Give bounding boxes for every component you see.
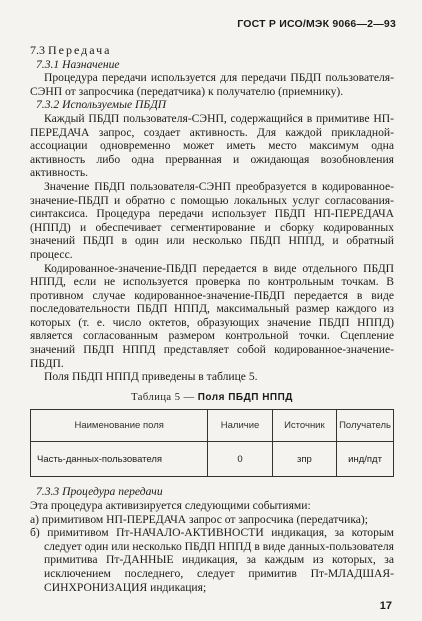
section-number: 7.3 (30, 43, 45, 57)
column-header: Наличие (208, 410, 272, 442)
table-header-row (31, 410, 394, 442)
section-7-3-1-heading: 7.3.1 Назначение (36, 57, 120, 71)
table-cell: 0 (208, 442, 272, 477)
paragraph: Каждый ПБДП пользователя-СЭНП, содержащийся в примитиве НП-ПЕРЕДАЧА запрос, создает активность. Для каждой прикладной-ассоциации одновременно может иметь место максимум одна активность либо одна прерванная и ожидающая возобновления активность. (30, 111, 394, 180)
paragraph: Процедура передачи используется для передачи ПБДП пользователя-СЭНП от запросчика (передатчика) к получателю (приемнику). (30, 71, 394, 98)
section-7-3-2-heading: 7.3.2 Используемые ПБДП (36, 98, 167, 112)
table-cell: инд/пдт (337, 442, 394, 477)
table-cell: Часть-данных-пользователя (31, 442, 208, 477)
column-header: Источник (272, 410, 336, 442)
table-caption-title: Поля ПБДП НППД (197, 391, 293, 403)
section-7-3-3-heading: 7.3.3 Процедура передачи (36, 485, 163, 499)
table-row (31, 442, 394, 477)
fields-table (30, 409, 394, 477)
paragraph: Поля ПБДП НППД приведены в таблице 5. (44, 370, 258, 384)
page-header: ГОСТ Р ИСО/МЭК 9066—2—93 (237, 18, 396, 30)
page-content (30, 44, 394, 594)
paragraph: Значение ПБДП пользователя-СЭНП преобразуется в кодированное-значение-ПБДП и обратно с помощью локальных услуг согласования-синтаксиса. Процедура передачи использует ПБДП НП-ПЕРЕДАЧА (НППД) и обеспечивает сегментирование и сборку кодированных значений ПБДП в один или несколько ПБДП НППД, и обратный процесс. (30, 179, 394, 261)
paragraph: Кодированное-значение-ПБДП передается в виде отдельного ПБДП НППД, если не используется проверка по контрольным точкам. В противном случае кодированное-значение-ПБДП передается в виде последовательности ПБДП НППД, максимальный размер каждого из которых (т. е. число октетов, образующих значение ПБДП НППД) является согласованным размером контрольной точки. Сцепление значений ПБДП НППД представляет собой кодированное-значение-ПБДП. (30, 261, 394, 370)
table-caption-prefix: Таблица 5 — (131, 391, 198, 403)
paragraph: Эта процедура активизируется следующими событиями: (30, 499, 311, 513)
section-title: Передача (48, 43, 112, 57)
section-7-3-heading (30, 44, 394, 58)
page-number: 17 (379, 600, 392, 612)
list-item: а) примитивом НП-ПЕРЕДАЧА запрос от запросчика (передатчика); (30, 512, 369, 526)
table-cell: зпр (272, 442, 336, 477)
column-header: Получатель (337, 410, 394, 442)
table-caption (30, 391, 394, 405)
list-item: б) примитивом Пт-НАЧАЛО-АКТИВНОСТИ индикация, за которым следует один или несколько ПБДП НППД в виде данных-пользователя примитива Пт-ДАННЫЕ индикация, за каждым из которых, за исключением последнего, следует примитив Пт-МЛАДШАЯ-СИНХРОНИЗАЦИЯ индикация; (30, 526, 394, 594)
column-header: Наименование поля (31, 410, 208, 442)
